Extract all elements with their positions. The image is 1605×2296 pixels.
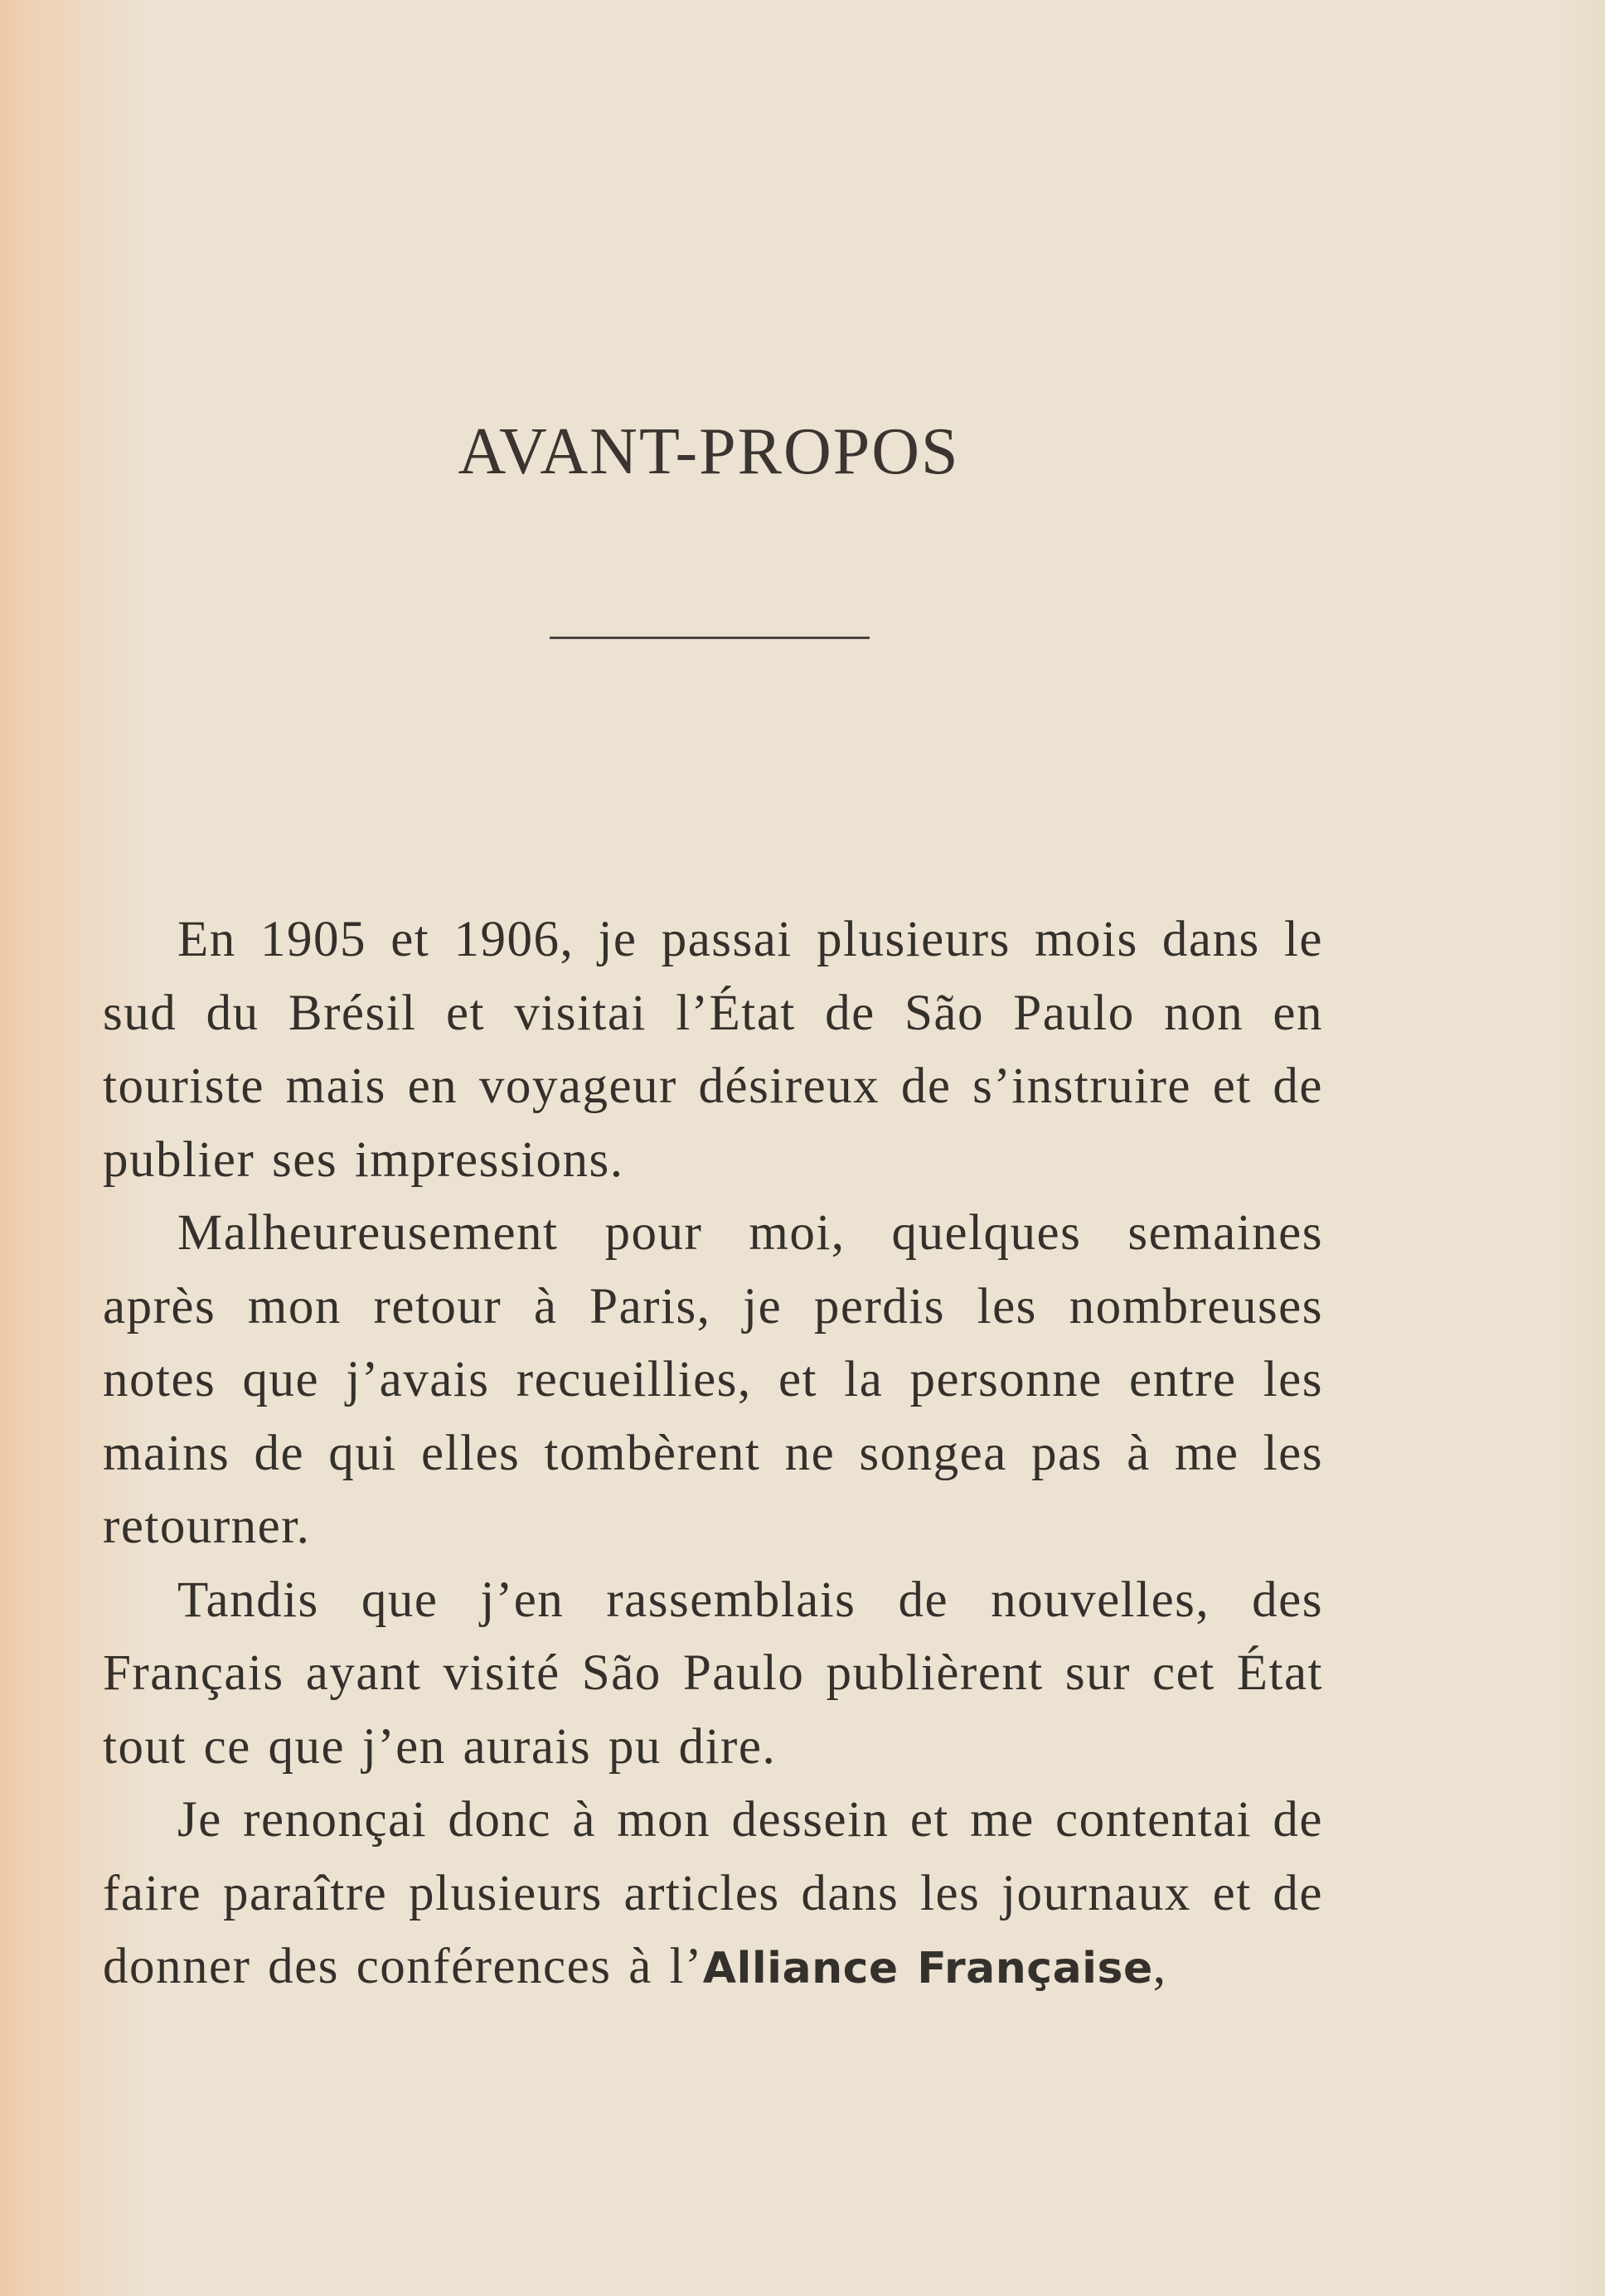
alliance-francaise-name: Alliance Française xyxy=(702,1944,1153,1993)
paragraph-4 xyxy=(103,1784,1323,2006)
paragraph-4-end: , xyxy=(1152,1939,1167,1994)
paragraph-4-text: Je renonçai donc à mon dessein et me contentai de faire paraître plusieurs articles dans les journaux et de donner des conférences à l’ xyxy=(103,1792,1323,1994)
paragraph-1: En 1905 et 1906, je passai plusieurs mois dans le sud du Brésil et visitai l’État de São Paulo non en touriste mais en voyageur désireux de s’instruire et de publier ses impressions. xyxy=(103,912,1323,1188)
page-title: AVANT-PROPOS xyxy=(458,415,960,488)
title-divider xyxy=(550,637,870,639)
foreword-body xyxy=(103,903,1323,2006)
paragraph-2: Malheureusement pour moi, quelques semaines après mon retour à Paris, je perdis les nombreuses notes que j’avais recueillies, et la personne entre les mains de qui elles tombèrent ne songea pas à me les retourner. xyxy=(103,1205,1323,1554)
paragraph-3: Tandis que j’en rassemblais de nouvelles, des Français ayant visité São Paulo publièrent sur cet État tout ce que j’en aurais pu dire. xyxy=(103,1572,1323,1775)
